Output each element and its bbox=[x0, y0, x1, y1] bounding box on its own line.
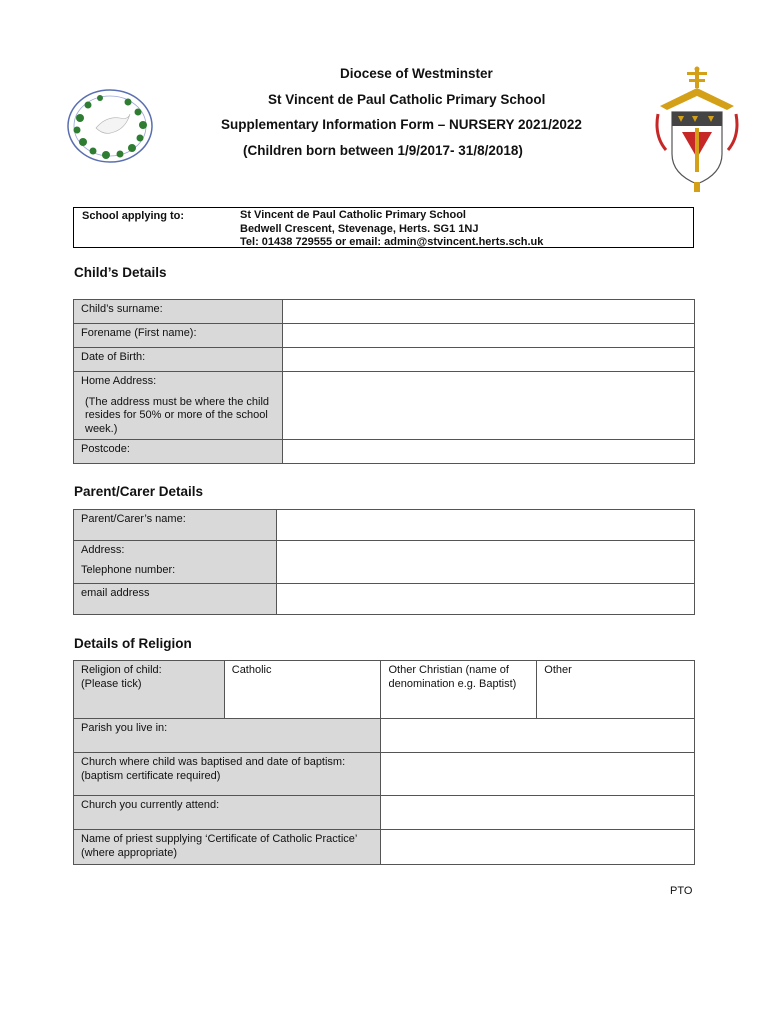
parent-email-label: email address bbox=[74, 584, 277, 615]
parent-details-heading: Parent/Carer Details bbox=[74, 484, 204, 499]
baptism-field[interactable] bbox=[381, 753, 695, 796]
parent-email-field[interactable] bbox=[276, 584, 694, 615]
diocese-title: Diocese of Westminster bbox=[340, 66, 493, 81]
home-address-field[interactable] bbox=[282, 372, 694, 440]
religion-option-other-christian[interactable]: Other Christian (name of denomination e.g. Baptist) bbox=[381, 661, 537, 719]
priest-label: Name of priest supplying ‘Certificate of Catholic Practice’ (where appropriate) bbox=[74, 830, 381, 865]
home-address-label: Home Address: bbox=[81, 375, 157, 387]
religion-label-cell bbox=[74, 661, 225, 719]
parent-address-label-cell bbox=[74, 541, 277, 584]
child-dob-field[interactable] bbox=[282, 348, 694, 372]
religion-option-catholic[interactable]: Catholic bbox=[224, 661, 381, 719]
form-title: Supplementary Information Form – NURSERY 2021/2022 bbox=[221, 117, 582, 132]
parent-name-label: Parent/Carer’s name: bbox=[74, 510, 277, 541]
child-forename-label: Forename (First name): bbox=[74, 324, 283, 348]
diocese-crest bbox=[652, 66, 742, 194]
child-forename-field[interactable] bbox=[282, 324, 694, 348]
church-attend-label: Church you currently attend: bbox=[74, 796, 381, 830]
priest-field[interactable] bbox=[381, 830, 695, 865]
child-surname-field[interactable] bbox=[282, 300, 694, 324]
child-details-heading: Child’s Details bbox=[74, 265, 167, 280]
parent-address-label: Address: bbox=[81, 544, 125, 556]
parent-details-table bbox=[73, 509, 695, 615]
home-address-note: (The address must be where the child resides for 50% or more of the school week.) bbox=[85, 395, 270, 435]
religion-option-other[interactable]: Other bbox=[537, 661, 695, 719]
parish-label: Parish you live in: bbox=[74, 719, 381, 753]
home-address-label-cell bbox=[74, 372, 283, 440]
school-address-line: Bedwell Crescent, Stevenage, Herts. SG1 1NJ bbox=[240, 222, 479, 235]
church-attend-field[interactable] bbox=[381, 796, 695, 830]
school-name-title: St Vincent de Paul Catholic Primary School bbox=[268, 92, 546, 107]
school-logo bbox=[66, 88, 154, 164]
parent-address-field[interactable] bbox=[276, 541, 694, 584]
religion-details-table bbox=[73, 660, 695, 865]
parent-telephone-label: Telephone number: bbox=[81, 563, 176, 576]
postcode-label: Postcode: bbox=[74, 440, 283, 464]
school-contact-details bbox=[240, 209, 543, 250]
birth-range-title: (Children born between 1/9/2017- 31/8/2018) bbox=[243, 143, 523, 158]
postcode-field[interactable] bbox=[282, 440, 694, 464]
religion-tick-hint: (Please tick) bbox=[81, 677, 142, 690]
school-contact-line: Tel: 01438 729555 or email: admin@stvincent.herts.sch.uk bbox=[240, 236, 544, 248]
religion-label: Religion of child: bbox=[81, 664, 162, 676]
school-applying-box bbox=[73, 207, 694, 248]
school-applying-label: School applying to: bbox=[82, 210, 185, 222]
child-surname-label: Child’s surname: bbox=[74, 300, 283, 324]
parent-name-field[interactable] bbox=[276, 510, 694, 541]
child-dob-label: Date of Birth: bbox=[74, 348, 283, 372]
baptism-label: Church where child was baptised and date of baptism: (baptism certificate required) bbox=[74, 753, 381, 796]
religion-details-heading: Details of Religion bbox=[74, 636, 192, 651]
parish-field[interactable] bbox=[381, 719, 695, 753]
child-details-table bbox=[73, 299, 695, 464]
pto-note: PTO bbox=[670, 885, 693, 897]
school-name-line: St Vincent de Paul Catholic Primary School bbox=[240, 209, 466, 221]
